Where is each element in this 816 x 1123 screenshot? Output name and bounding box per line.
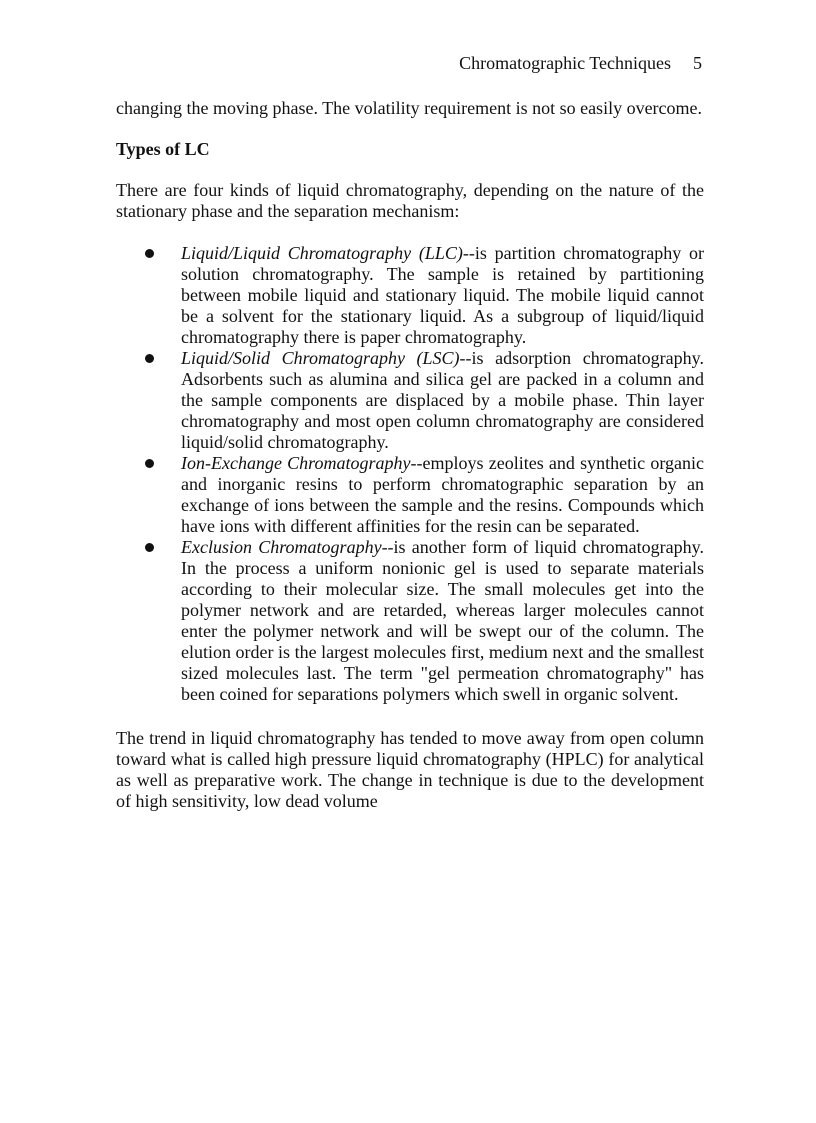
trend-paragraph: The trend in liquid chromatography has tended to move away from open column toward what is called high pressure liquid chromatography (HPLC) for analytical as well as preparative work. The change in technique is due to the development of high sensitivity, low dead volume	[116, 728, 704, 811]
list-item-lsc	[181, 348, 704, 453]
book-page	[116, 52, 704, 812]
bullet-icon	[145, 459, 154, 468]
page-number: 5	[693, 53, 702, 73]
list-item-term: Exclusion Chromatography	[181, 537, 382, 557]
bullet-icon	[145, 354, 154, 363]
kinds-intro-paragraph: There are four kinds of liquid chromatography, depending on the nature of the stationary phase and the separation mechanism:	[116, 180, 704, 221]
list-item-term: Liquid/Liquid Chromatography (LLC)	[181, 243, 463, 263]
bullet-icon	[145, 249, 154, 258]
list-item-term: Liquid/Solid Chromatography (LSC)	[181, 348, 460, 368]
list-item-exclusion	[181, 537, 704, 705]
section-heading: Types of LC	[116, 139, 210, 159]
bullet-icon	[145, 543, 154, 552]
list-item-description: --employs zeolites and synthetic organic and inorganic resins to perform chromatographic separation by an exchange of ions between the sample and the resins. Compounds which have ions with different affinities for the resin can be separated.	[181, 453, 704, 536]
running-head-title: Chromatographic Techniques	[459, 53, 671, 73]
list-item-description: --is adsorption chromatography. Adsorbents such as alumina and silica gel are packed in a column and the sample components are displaced by a mobile phase. Thin layer chromatography and most open column chromatography are considered liquid/solid chromatography.	[181, 348, 704, 452]
list-item-description: --is partition chromatography or solution chromatography. The sample is retained by partitioning between mobile liquid and stationary liquid. The mobile liquid cannot be a solvent for the stationary liquid. As a subgroup of liquid/liquid chromatography there is paper chromatography.	[181, 243, 704, 347]
list-item-term: Ion-Exchange Chromatography	[181, 453, 411, 473]
list-item-ion-exchange	[181, 453, 704, 537]
list-item-description: --is another form of liquid chromatography. In the process a uniform nonionic gel is used to separate materials according to their molecular size. The small molecules get into the polymer network and are retarded, whereas larger molecules cannot enter the polymer network and will be swept our of the column. The elution order is the largest molecules first, medium next and the smallest sized molecules last. The term "gel permeation chromatography" has been coined for separations polymers which swell in organic solvent.	[181, 537, 704, 704]
intro-paragraph: changing the moving phase. The volatility requirement is not so easily overcome.	[116, 98, 703, 118]
lc-types-list	[116, 243, 704, 705]
list-item-llc	[181, 243, 704, 348]
running-head	[116, 52, 704, 74]
